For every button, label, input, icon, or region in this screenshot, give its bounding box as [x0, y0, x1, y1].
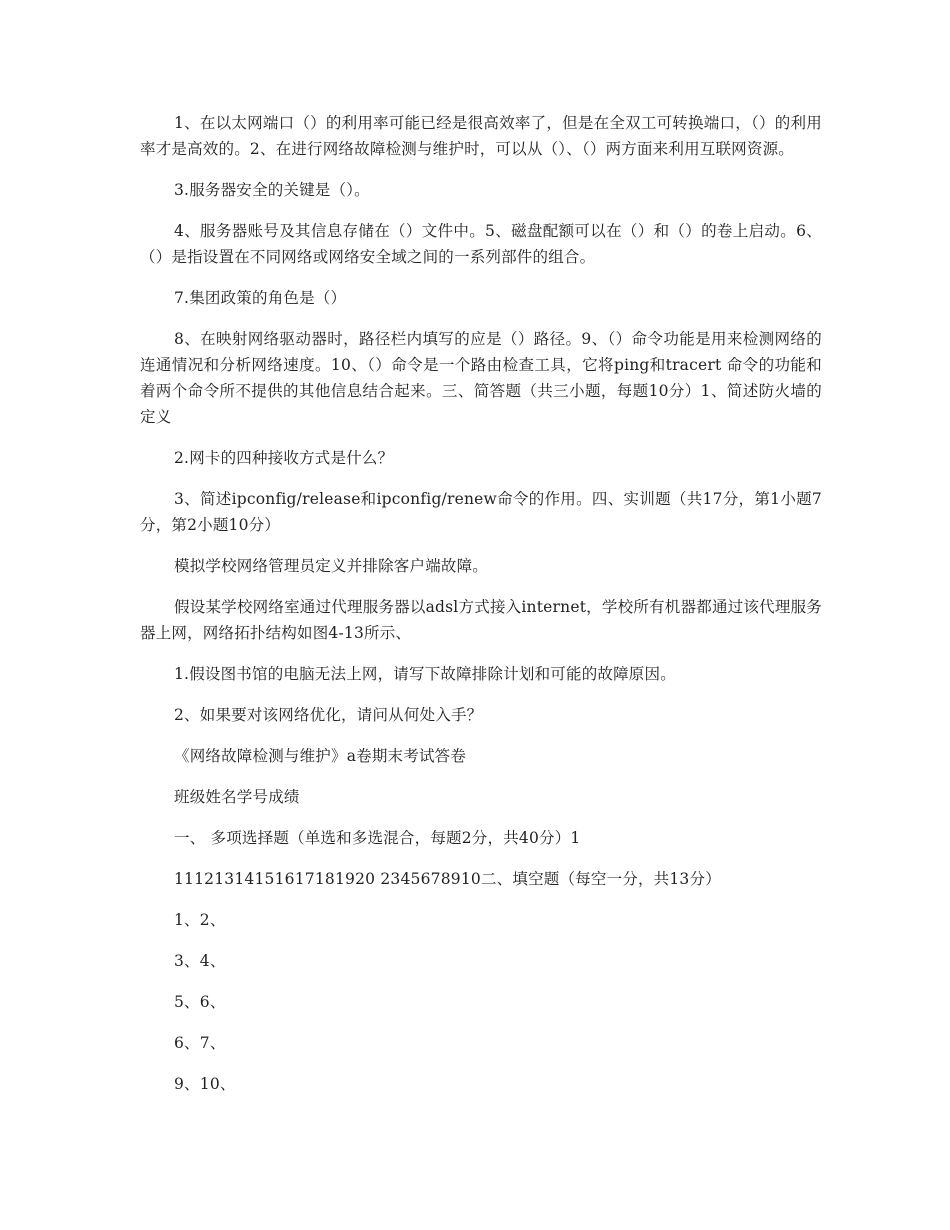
answer-fill-row-1: 1、2、: [174, 911, 226, 929]
paragraph-q4-q6: 4、服务器账号及其信息存储在（）文件中。5、磁盘配额可以在（）和（）的卷上启动。6、（）是指设置在不同网络或网络安全域之间的一系列部件的组合。: [140, 222, 822, 266]
paragraph-practical-scenario: 假设某学校网络室通过代理服务器以adsl方式接入internet，学校所有机器都通过该代理服务器上网，网络拓扑结构如图4-13所示、: [140, 598, 822, 642]
answer-sheet-student-info: 班级姓名学号成绩: [174, 788, 300, 806]
paragraph-short-answer-2: 2.网卡的四种接收方式是什么？: [174, 449, 394, 467]
answer-section-1-numbers: 11121314151617181920 2345678910二、填空题（每空一分，共13分）: [174, 870, 721, 888]
answer-fill-row-3: 5、6、: [174, 993, 226, 1011]
answer-fill-row-5: 9、10、: [174, 1075, 236, 1093]
paragraph-q1-q2: 1、在以太网端口（）的利用率可能已经是很高效率了，但是在全双工可转换端口，（）的利用率才是高效的。2、在进行网络故障检测与维护时，可以从（）、（）两方面来利用互联网资源。: [140, 114, 822, 158]
paragraph-practical-q2: 2、如果要对该网络优化，请问从何处入手？: [174, 706, 483, 724]
answer-section-1-heading: 一、 多项选择题（单选和多选混合，每题2分，共40分）1: [174, 829, 581, 847]
answer-sheet-title: 《网络故障检测与维护》a卷期末考试答卷: [174, 747, 467, 765]
paragraph-practical-intro: 模拟学校网络管理员定义并排除客户端故障。: [174, 557, 489, 575]
answer-fill-row-4: 6、7、: [174, 1034, 226, 1052]
paragraph-q3: 3.服务器安全的关键是（）。: [174, 181, 370, 199]
paragraph-practical-q1: 1.假设图书馆的电脑无法上网，请写下故障排除计划和可能的故障原因。: [174, 665, 676, 683]
paragraph-q8-q10-section3: 8、在映射网络驱动器时，路径栏内填写的应是（）路径。9、（）命令功能是用来检测网络的连通情况和分析网络速度。10、（）命令是一个路由检查工具，它将ping和tracert 命令的功能和着两个命令所不提供的其他信息结合起来。三、简答题（共三小题，每题10分）1、简述防火墙的定义: [140, 330, 822, 426]
paragraph-q7: 7.集团政策的角色是（）: [174, 289, 347, 307]
answer-fill-row-2: 3、4、: [174, 952, 226, 970]
paragraph-short-answer-3-section4: 3、简述ipconfig/release和ipconfig/renew命令的作用。四、实训题（共17分，第1小题7分，第2小题10分）: [140, 490, 822, 534]
